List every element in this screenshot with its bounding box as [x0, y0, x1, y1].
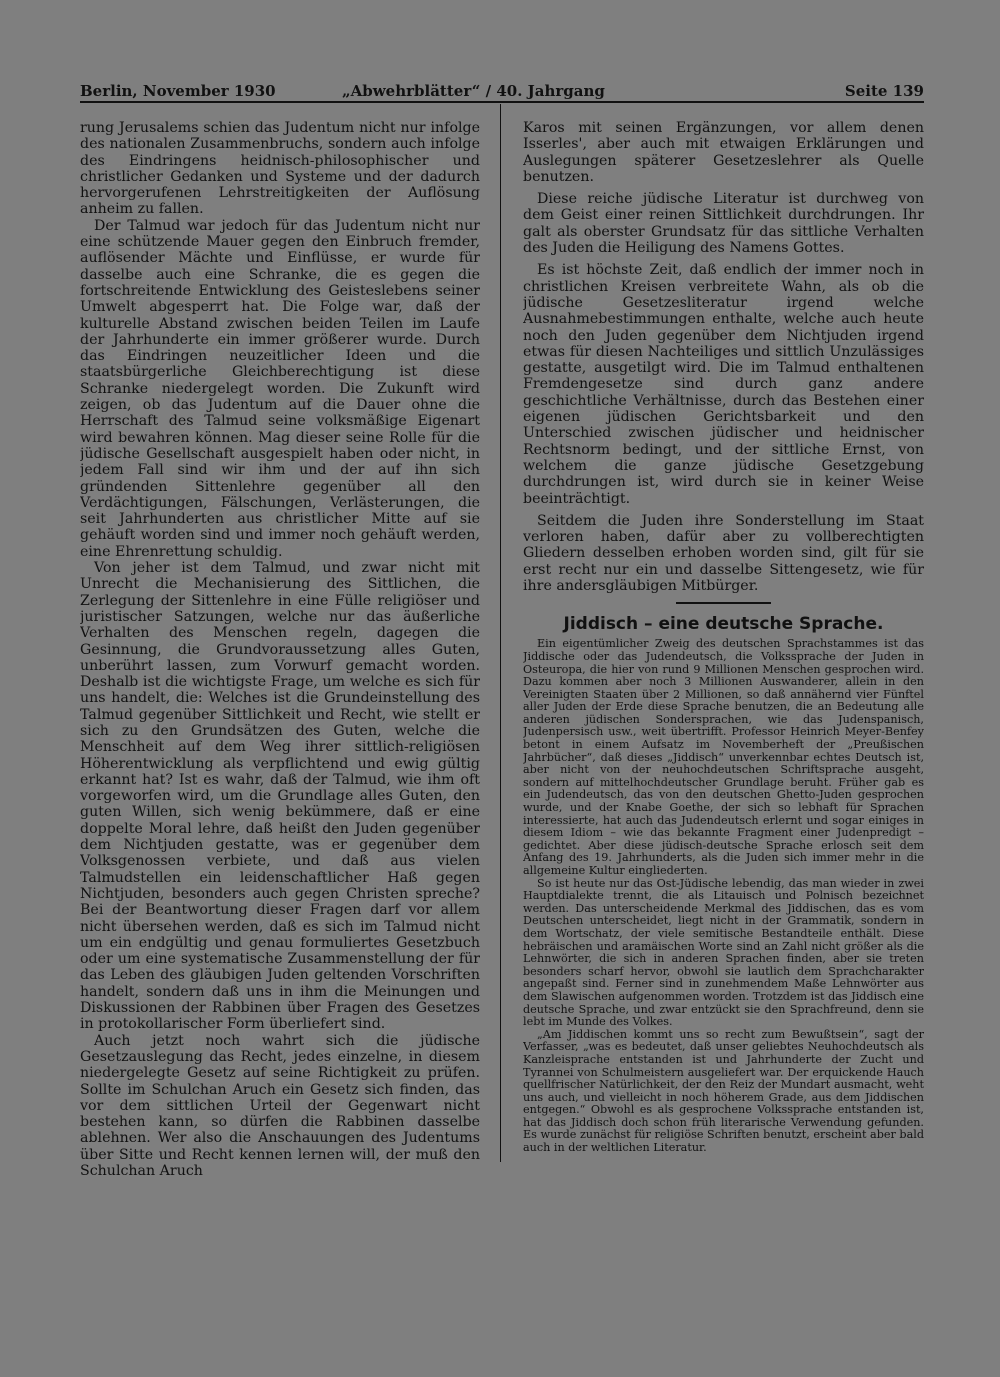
- left-paragraph-3: Von jeher ist dem Talmud, und zwar nicht mit Unrecht die Mechanisierung des Sittlichen, die Zerlegung der Sittenlehre in eine Fülle religiöser und juristischer Satzungen, welche nur das äußerliche Verhalten des Menschen regeln, dagegen die Gesinnung, die Grundvoraussetzung alles Guten, unberührt lassen, zum Vorwurf gemacht worden. Deshalb ist die wichtigste Frage, um welche es sich für uns handelt, die: Welches ist die Grundeinstellung des Talmud gegenüber Sittlichkeit und Recht, wie stellt er sich zu den Grundsätzen des Guten, welche die Menschheit auf dem Weg ihrer sittlich-religiösen Höherentwicklung als verpflichtend und ewig gültig erkannt hat? Ist es wahr, daß der Talmud, wie ihm oft vorgeworfen wird, um die Grundlage alles Guten, den guten Willen, sich wenig bekümmere, daß er eine doppelte Moral lehre, daß heißt den Juden gegenüber dem Nichtjuden gestatte, was er gegenüber dem Volksgenossen verbiete, und daß aus vielen Talmudstellen ein leidenschaftlicher Haß gegen Nichtjuden, besonders auch gegen Christen spreche? Bei der Beantwortung dieser Fragen darf vor allem nicht übersehen werden, daß es sich im Talmud nicht um ein endgültig und genau formuliertes Gesetzbuch oder um eine systematische Zusammenstellung der für das Leben des gläubigen Juden geltenden Vorschriften handelt, sondern daß uns in ihm die Meinungen und Diskussionen der Rabbinen über Fragen des Gesetzes in protokollarischer Form überliefert sind.: [80, 560, 480, 1033]
- header-place-date: Berlin, November 1930: [80, 82, 276, 100]
- left-paragraph-2: Der Talmud war jedoch für das Judentum nicht nur eine schützende Mauer gegen den Einbruch fremder, auflösender Mächte und Einflüsse, er wurde für dasselbe auch eine Schranke, die es gegen die fortschreitende Entwicklung des Geisteslebens seiner Umwelt abgesperrt hat. Die Folge war, daß der kulturelle Abstand zwischen beiden Teilen im Laufe der Jahrhunderte ein immer größerer wurde. Durch das Eindringen neuzeitlicher Ideen und die staatsbürgerliche Gleichberechtigung ist diese Schranke niedergelegt worden. Die Zukunft wird zeigen, ob das Judentum auf die Dauer ohne die Herrschaft des Talmud seine volksmäßige Eigenart wird bewahren können. Mag dieser seine Rolle für die jüdische Gesellschaft ausgespielt haben oder nicht, in jedem Fall sind wir ihm und der auf ihn sich gründenden Sittenlehre gegenüber all den Verdächtigungen, Fälschungen, Verlästerungen, die seit Jahrhunderten aus christlicher Mitte auf sie gehäuft worden sind und immer noch gehäuft werden, eine Ehrenrettung schuldig.: [80, 217, 480, 560]
- right-paragraph-2: Diese reiche jüdische Literatur ist durchweg von dem Geist einer reinen Sittlichkeit durchdrungen. Ihr galt als oberster Grundsatz für das sittliche Verhalten des Juden die Heiligung des Namens Gottes.: [523, 191, 924, 257]
- left-paragraph-4: Auch jetzt noch wahrt sich die jüdische Gesetzauslegung das Recht, jedes einzelne, in diesem niedergelegte Gesetz auf seine Richtigkeit zu prüfen. Sollte im Schulchan Aruch ein Gesetz sich finden, das vor dem sittlichen Urteil der Gegenwart nicht bestehen kann, so dürfen die Rabbinen dasselbe ablehnen. Wer also die Anschauungen des Judentums über Sitte und Recht kennen lernen will, der muß den Schulchan Aruch: [80, 1032, 480, 1179]
- right-paragraph-3: Es ist höchste Zeit, daß endlich der immer noch in christlichen Kreisen verbreitete Wahn, als ob die jüdische Gesetzesliteratur irgend welche Ausnahmebestimmungen enthalte, welche auch heute noch den Juden gegenüber dem Nichtjuden irgend etwas für diesen Nachteiliges und sittlich Unzulässiges gestatte, ausgetilgt wird. Die im Talmud enthaltenen Fremdengesetze sind durch ganz andere geschichtliche Verhältnisse, durch das Bestehen einer eigenen jüdischen Gerichtsbarkeit und den Unterschied zwischen jüdischer und heidnischer Rechtsnorm bedingt, und der sittliche Ernst, von welchem die ganze jüdische Gesetzgebung durchdrungen ist, wird durch sie in keiner Weise beeinträchtigt.: [523, 262, 924, 507]
- article-title: Jiddisch – eine deutsche Sprache.: [563, 614, 884, 635]
- right-paragraph-1: Karos mit seinen Ergänzungen, vor allem denen Isserles', aber auch mit etwaigen Erklärungen und Auslegungen späterer Gesetzeslehrer als Quelle benutzen.: [523, 120, 924, 185]
- column-divider: [500, 104, 501, 1162]
- header-rule: [80, 101, 924, 103]
- right-paragraph-4: Seitdem die Juden ihre Sonderstellung im Staat verloren haben, dafür aber zu vollberechtigten Gliedern desselben erhoben worden sind, gilt für sie erst recht nur ein und dasselbe Sittengesetz, wie für ihre andersgläubigen Mitbürger.: [523, 512, 924, 595]
- article-body: [523, 638, 924, 1154]
- header-journal-title: „Abwehrblätter“ / 40. Jahrgang: [342, 82, 605, 100]
- article-paragraph-3: „Am Jiddischen kommt uns so recht zum Bewußtsein“, sagt der Verfasser, „was es bedeutet, daß unser geliebtes Neuhochdeutsch als Kanzleisprache entstanden ist und Jahrhunderte der Zucht und Tyrannei von Schulmeistern ausgeliefert war. Der erquickende Hauch quellfrischer Natürlichkeit, der den Reiz der Mundart ausmacht, weht uns auch, und vielleicht in noch höherem Grade, aus dem Jiddischen entgegen.“ Obwohl es als gesprochene Volkssprache entstanden ist, hat das Jiddisch doch schon früh literarische Verwendung gefunden. Es wurde zunächst für religiöse Schriften benutzt, erscheint aber bald auch in der weltlichen Literatur.: [523, 1027, 924, 1155]
- article-paragraph-2: So ist heute nur das Ost-Jüdische lebendig, das man wieder in zwei Hauptdialekte trennt, die als Litauisch und Polnisch bezeichnet werden. Das unterscheidende Merkmal des Jiddischen, das es vom Deutschen unterscheidet, liegt nicht in der Grammatik, sondern in dem Wortschatz, der viele semitische Bestandteile enthält. Diese hebräischen und aramäischen Worte sind an Zahl nicht größer als die Lehnwörter, die sich in anderen Sprachen finden, aber sie treten besonders scharf hervor, obwohl sie lautlich dem Sprachcharakter angepaßt sind. Ferner sind in zunehmendem Maße Lehnwörter aus dem Slawischen aufgenommen worden. Trotzdem ist das Jiddisch eine deutsche Sprache, und zwar entzückt sie den Sprachfreund, denn sie lebt im Munde des Volkes.: [523, 876, 924, 1029]
- left-paragraph-1: rung Jerusalems schien das Judentum nicht nur infolge des nationalen Zusammenbruchs, sondern auch infolge des Eindringens heidnisch-philosophischer und christlicher Gedanken und Systeme und der dadurch hervorgerufenen Lehrstreitigkeiten der Auflösung anheim zu fallen.: [80, 120, 480, 218]
- right-column: [523, 120, 924, 1320]
- left-column: [80, 120, 480, 1320]
- section-divider: [676, 602, 771, 604]
- page-header: [80, 82, 924, 102]
- right-main-text: [523, 120, 924, 594]
- article-paragraph-1: Ein eigentümlicher Zweig des deutschen Sprachstammes ist das Jiddische oder das Judendeutsch, die Volkssprache der Juden in Osteuropa, die hier von rund 9 Millionen Menschen gesprochen wird. Dazu kommen aber noch 3 Millionen Auswanderer, allein in den Vereinigten Staaten über 2 Millionen, so daß annähernd vier Fünftel aller Juden der Erde diese Sprache benutzen, die an Bedeutung alle anderen jüdischen Sondersprachen, wie das Judenspanisch, Judenpersisch usw., weit übertrifft. Professor Heinrich Meyer-Benfey betont in einem Aufsatz im Novemberheft der „Preußischen Jahrbücher“, daß dieses „Jiddisch“ unverkennbar echtes Deutsch ist, aber nicht von der neuhochdeutschen Schriftsprache ausgeht, sondern auf mittelhochdeutscher Grundlage beruht. Früher gab es ein Judendeutsch, das von den deutschen Ghetto-Juden gesprochen wurde, und der Knabe Goethe, der sich so lebhaft für Sprachen interessierte, hat auch das Judendeutsch erlernt und sogar einiges in diesem Idiom – wie das bekannte Fragment einer Judenpredigt – gedichtet. Aber diese jüdisch-deutsche Sprache erlosch seit dem Anfang des 19. Jahrhunderts, als die Juden sich immer mehr in die allgemeine Kultur eingliederten.: [523, 637, 924, 877]
- header-page-number: Seite 139: [844, 82, 924, 100]
